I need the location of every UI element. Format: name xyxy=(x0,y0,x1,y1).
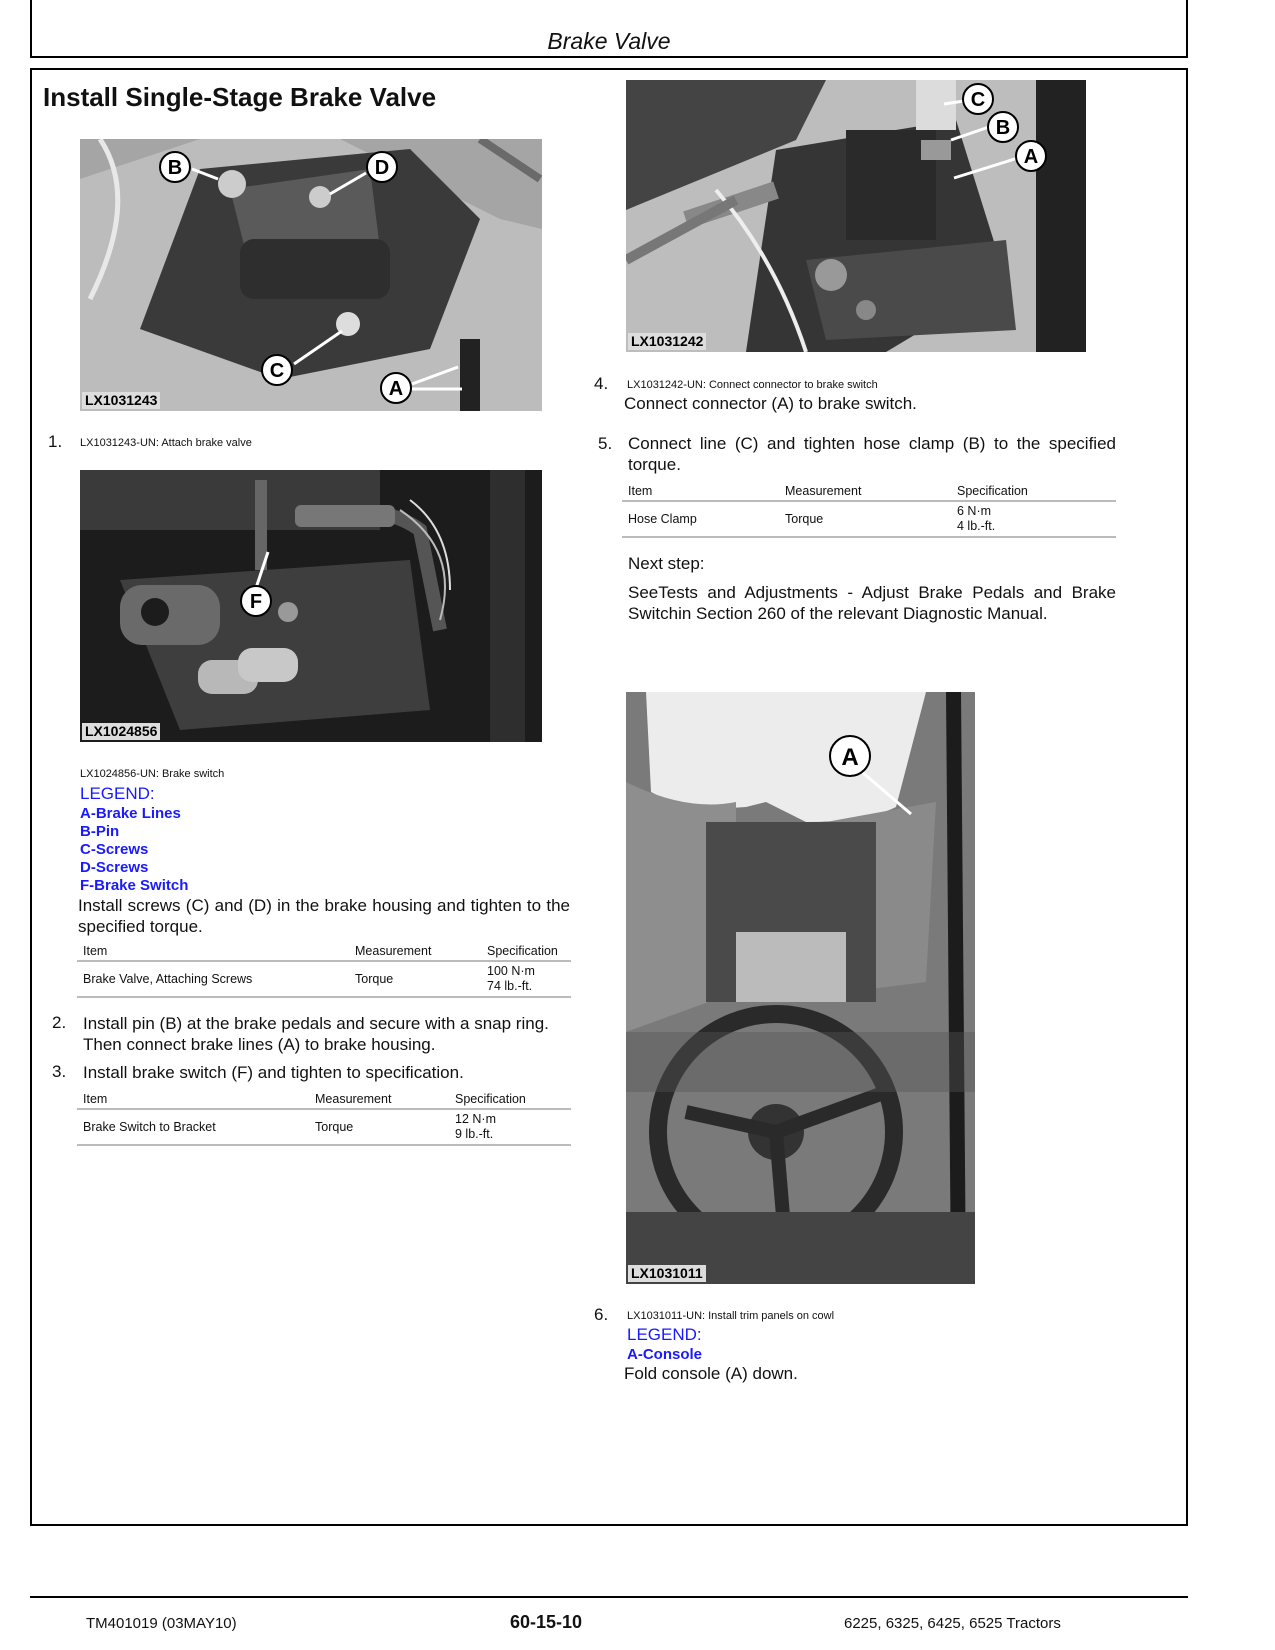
figure-caption: LX1031011-UN: Install trim panels on cowl xyxy=(627,1310,835,1322)
step-number: 4. xyxy=(594,374,609,393)
table-cell: 6 N·m 4 lb.-ft. xyxy=(951,501,1116,537)
table-header: Measurement xyxy=(309,1089,449,1109)
step-text: Fold console (A) down. xyxy=(624,1364,798,1383)
table-cell: Torque xyxy=(779,501,951,537)
photo-id-label: LX1031242 xyxy=(628,333,706,350)
table-header: Specification xyxy=(951,481,1116,501)
table-row xyxy=(77,961,571,997)
legend-item: F-Brake Switch xyxy=(80,877,189,894)
footer-page-number: 60-15-10 xyxy=(510,1612,583,1632)
header-title: Brake Valve xyxy=(547,28,671,54)
next-step-text: SeeTests and Adjustments - Adjust Brake Pedals and Brake Switchin Section 260 of the relevant Diagnostic Manual. xyxy=(628,583,1116,623)
svg-text:A: A xyxy=(841,744,859,771)
svg-text:A: A xyxy=(1023,146,1039,168)
svg-text:C: C xyxy=(269,360,285,382)
table-header: Item xyxy=(622,481,779,501)
spec-table xyxy=(622,481,1116,538)
table-header: Specification xyxy=(449,1089,571,1109)
step-number: 3. xyxy=(52,1062,67,1081)
table-header: Item xyxy=(77,1089,309,1109)
table-header: Measurement xyxy=(779,481,951,501)
table-cell: Brake Switch to Bracket xyxy=(77,1109,309,1145)
legend-title: LEGEND: xyxy=(627,1325,702,1344)
footer-models: 6225, 6325, 6425, 6525 Tractors xyxy=(844,1615,1061,1632)
table-header: Specification xyxy=(481,941,571,961)
photo-id-label: LX1024856 xyxy=(82,723,160,740)
legend-item: C-Screws xyxy=(80,841,149,858)
table-cell: 12 N·m 9 lb.-ft. xyxy=(449,1109,571,1145)
photo-brake-switch xyxy=(80,470,542,742)
step-text: Connect line (C) and tighten hose clamp (B) to the specified torque. xyxy=(628,434,1116,474)
table-cell: Torque xyxy=(349,961,481,997)
legend-item: A-Brake Lines xyxy=(80,805,181,822)
photo-brake-valve xyxy=(80,139,542,411)
table-row xyxy=(77,1109,571,1145)
figure-caption: LX1031242-UN: Connect connector to brake switch xyxy=(627,379,878,391)
step-number: 5. xyxy=(598,434,613,453)
step-number: 6. xyxy=(594,1305,609,1324)
photo-id-label: LX1031011 xyxy=(628,1265,706,1282)
instruction-text: Install screws (C) and (D) in the brake housing and tighten to the specified torque. xyxy=(78,896,570,936)
figure-caption: LX1024856-UN: Brake switch xyxy=(80,768,225,780)
table-header: Measurement xyxy=(349,941,481,961)
photo-id-label: LX1031243 xyxy=(82,392,160,409)
figure-caption: LX1031243-UN: Attach brake valve xyxy=(80,437,252,449)
next-step-label: Next step: xyxy=(628,554,705,573)
spec-table xyxy=(77,1089,571,1146)
table-cell: Torque xyxy=(309,1109,449,1145)
table-header: Item xyxy=(77,941,349,961)
svg-text:F: F xyxy=(249,591,263,613)
spec-table xyxy=(77,941,571,998)
photo-brake-switch-connector xyxy=(626,80,1086,352)
section-title: Install Single-Stage Brake Valve xyxy=(43,82,437,112)
step-text: Install brake switch (F) and tighten to specification. xyxy=(83,1063,464,1082)
step-text: Connect connector (A) to brake switch. xyxy=(624,394,917,413)
table-cell: 100 N·m 74 lb.-ft. xyxy=(481,961,571,997)
legend-item: A-Console xyxy=(627,1346,702,1363)
svg-text:A: A xyxy=(388,378,404,400)
table-cell: Hose Clamp xyxy=(622,501,779,537)
table-cell: Brake Valve, Attaching Screws xyxy=(77,961,349,997)
svg-text:C: C xyxy=(970,89,986,111)
legend-item: D-Screws xyxy=(80,859,149,876)
table-row xyxy=(622,501,1116,537)
svg-text:B: B xyxy=(995,117,1011,139)
legend-item: B-Pin xyxy=(80,823,120,840)
legend-title: LEGEND: xyxy=(80,784,155,803)
footer-doc-id: TM401019 (03MAY10) xyxy=(86,1615,237,1632)
svg-text:B: B xyxy=(167,157,183,179)
step-number: 2. xyxy=(52,1013,67,1032)
step-number: 1. xyxy=(48,432,63,451)
footer-rule xyxy=(30,1596,1188,1598)
step-text: Install pin (B) at the brake pedals and secure with a snap ring. Then connect brake lines (A) to brake housing. xyxy=(83,1014,549,1054)
photo-cowl-console xyxy=(626,692,975,1284)
svg-text:D: D xyxy=(374,157,390,179)
